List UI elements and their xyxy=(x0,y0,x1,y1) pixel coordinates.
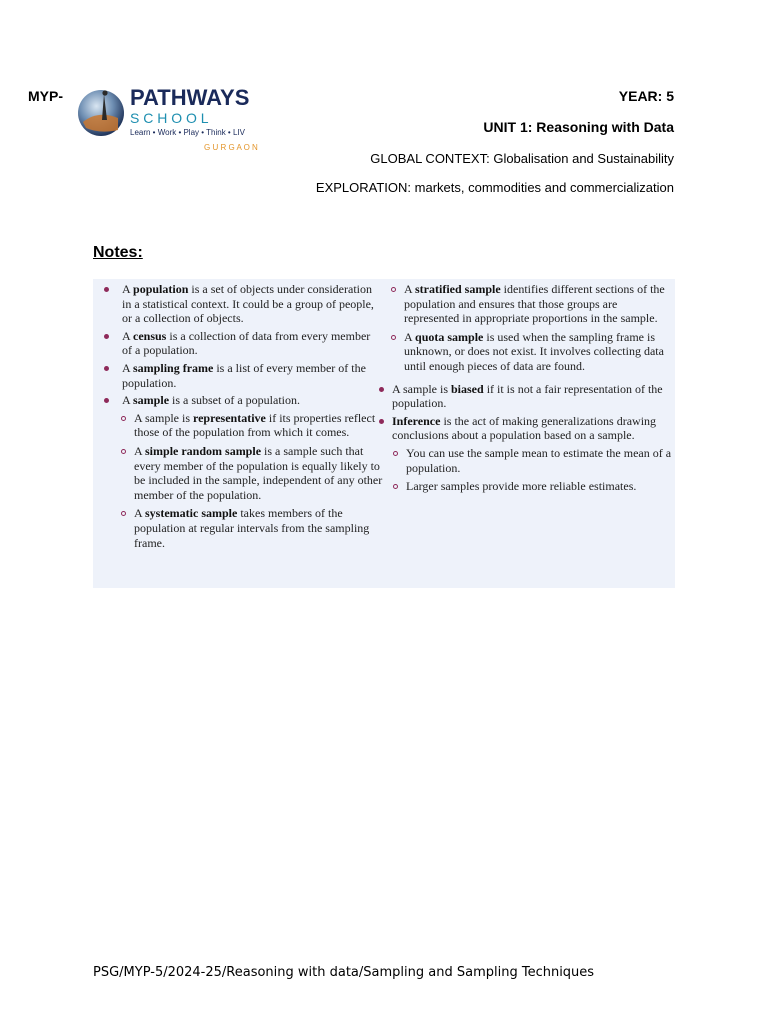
logo-tagline: Learn • Work • Play • Think • LIV xyxy=(130,128,245,137)
definition-population: A population is a set of objects under consideration in a statistical context. It could be a group of people, or a collection of objects. xyxy=(103,282,383,326)
definition-census: A census is a collection of data from every member of a population. xyxy=(103,329,383,358)
definition-inference: Inference is the act of making generalizations drawing conclusions about a population based on a sample. You can use the sample mean to estimate the mean of a population. Larger samples provide more reliable estimates. xyxy=(378,414,672,494)
definition-stratified-sample: A stratified sample identifies different sections of the population and ensures that those groups are represented in appropriate proportions in the sample. xyxy=(390,282,672,326)
definition-systematic-sample: A systematic sample takes members of the population at regular intervals from the sampling frame. xyxy=(103,506,383,550)
definition-biased: A sample is biased if it is not a fair representation of the population. xyxy=(378,382,672,411)
notes-heading: Notes: xyxy=(93,244,143,261)
definitions-panel xyxy=(93,279,675,588)
year-label: YEAR: 5 xyxy=(618,88,674,104)
definition-representative: A sample is representative if its properties reflect those of the population from which it comes. xyxy=(103,411,383,440)
definitions-right-column xyxy=(390,282,672,498)
definition-simple-random-sample: A simple random sample is a sample such that every member of the population is equally likely to be included in the sample, independent of any other member of the population. xyxy=(103,444,383,502)
note-sample-mean: You can use the sample mean to estimate the mean of a population. xyxy=(392,446,672,475)
myp-label: MYP- xyxy=(28,88,63,104)
note-larger-samples: Larger samples provide more reliable estimates. xyxy=(392,479,672,494)
pathways-school-logo xyxy=(78,84,283,154)
definition-quota-sample: A quota sample is used when the sampling frame is unknown, or does not exist. It involves collecting data until enough pieces of data are found. xyxy=(390,330,672,374)
logo-city: G U R G A O N xyxy=(204,143,258,152)
unit-title: UNIT 1: Reasoning with Data xyxy=(483,119,674,135)
global-context: GLOBAL CONTEXT: Globalisation and Sustainability xyxy=(370,151,674,166)
logo-school: S C H O O L xyxy=(130,110,209,126)
footer-path: PSG/MYP-5/2024-25/Reasoning with data/Sampling and Sampling Techniques xyxy=(93,965,595,980)
logo-name: PATHWAYS xyxy=(130,85,250,110)
definition-sample: A sample is a subset of a population. A sample is representative if its properties reflect those of the population from which it comes. A simple random sample is a sample such that every member of the population is equally likely to be included in the sample, independent of any other member of the population. A systematic sample takes members of the population at regular intervals from the sampling frame. xyxy=(103,393,383,550)
definition-sampling-frame: A sampling frame is a list of every member of the population. xyxy=(103,361,383,390)
exploration: EXPLORATION: markets, commodities and commercialization xyxy=(315,180,674,195)
definitions-left-column xyxy=(103,282,383,554)
